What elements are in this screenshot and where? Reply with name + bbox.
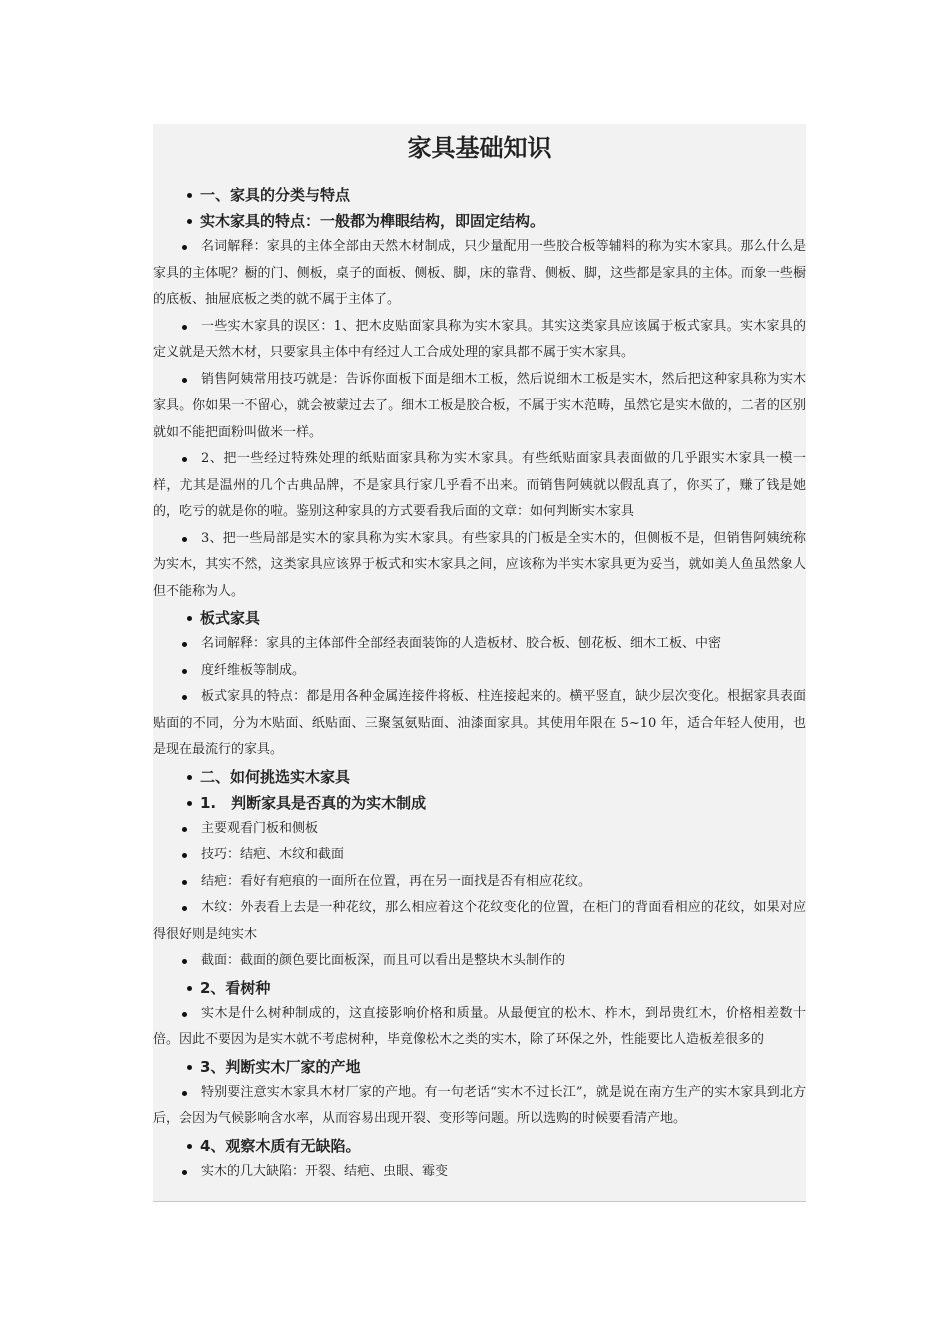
bullet-paragraph: 名词解释：家具的主体全部由天然木材制成，只少量配用一些胶合板等辅料的称为实木家具。那么什么是家具的主体呢？橱的门、侧板，桌子的面板、侧板、脚，床的靠背、侧板、脚，这些都是家具的主体。而象一些橱的底板、抽屉底板之类的就不属于主体了。 bbox=[153, 234, 806, 314]
bullet-paragraph: 板式家具的特点：都是用各种金属连接件将板、柱连接起来的。横平竖直，缺少层次变化。根据家具表面贴面的不同，分为木贴面、纸贴面、三聚氢氨贴面、油漆面家具。其使用年限在 5~10 年，适合年轻人使用，也是现在最流行的家具。 bbox=[153, 684, 806, 764]
section-heading-text: 实木家具的特点：一般都为榫眼结构，即固定结构。 bbox=[200, 212, 546, 230]
bullet-paragraph: 主要观看门板和侧板 bbox=[153, 816, 806, 843]
section-heading-text: 二、如何挑选实木家具 bbox=[200, 767, 351, 786]
section-heading bbox=[153, 790, 806, 816]
bullet-paragraph: 一些实木家具的误区：1、把木皮贴面家具称为实木家具。其实这类家具应该属于板式家具。实木家具的定义就是天然木材，只要家具主体中有经过人工合成处理的家具都不属于实木家具。 bbox=[153, 314, 806, 367]
section-heading-text: 1. 判断家具是否真的为实木制成 bbox=[200, 793, 427, 812]
document-title: 家具基础知识 bbox=[407, 134, 552, 162]
section-heading-text: 2、看树种 bbox=[200, 978, 271, 997]
bullet-paragraph: 度纤维板等制成。 bbox=[153, 658, 806, 685]
section-heading bbox=[153, 605, 806, 631]
document-page bbox=[153, 124, 806, 1202]
bullet-paragraph: 实木是什么树种制成的，这直接影响价格和质量。从最便宜的松木、柞木，到昂贵红木，价格相差数十倍。因此不要因为是实木就不考虑树种，毕竟像松木之类的实木，除了环保之外，性能要比人造板差很多的 bbox=[153, 1001, 806, 1054]
section-heading bbox=[153, 975, 806, 1001]
bullet-paragraph: 销售阿姨常用技巧就是：告诉你面板下面是细木工板，然后说细木工板是实木，然后把这种家具称为实木家具。你如果一不留心，就会被蒙过去了。细木工板是胶合板，不属于实木范畴，虽然它是实木做的，二者的区别就如不能把面粉叫做米一样。 bbox=[153, 367, 806, 447]
bullet-paragraph: 技巧：结疤、木纹和截面 bbox=[153, 842, 806, 869]
section-heading-text: 板式家具 bbox=[200, 609, 261, 627]
section-heading bbox=[153, 1054, 806, 1080]
section-heading bbox=[153, 1133, 806, 1159]
bullet-paragraph: 3、把一些局部是实木的家具称为实木家具。有些家具的门板是全实木的，但侧板不是，但销售阿姨统称为实木，其实不然，这类家具应该界于板式和实木家具之间，应该称为半实木家具更为妥当，就如美人鱼虽然象人但不能称为人。 bbox=[153, 526, 806, 606]
bullet-paragraph: 木纹：外表看上去是一种花纹，那么相应着这个花纹变化的位置，在柜门的背面看相应的花纹，如果对应得很好则是纯实木 bbox=[153, 895, 806, 948]
bullet-paragraph: 结疤：看好有疤痕的一面所在位置，再在另一面找是否有相应花纹。 bbox=[153, 869, 806, 896]
bullet-paragraph: 实木的几大缺陷：开裂、结疤、虫眼、霉变 bbox=[153, 1159, 806, 1186]
section-heading bbox=[153, 182, 806, 208]
bullet-paragraph: 2、把一些经过特殊处理的纸贴面家具称为实木家具。有些纸贴面家具表面做的几乎跟实木家具一模一样，尤其是温州的几个古典品牌，不是家具行家几乎看不出来。而销售阿姨就以假乱真了，你买了，赚了钱是她的，吃亏的就是你的啦。鉴别这种家具的方式要看我后面的文章：如何判断实木家具 bbox=[153, 446, 806, 526]
section-heading-text: 一、家具的分类与特点 bbox=[200, 186, 351, 204]
bullet-paragraph: 特别要注意实木家具木材厂家的产地。有一句老话“实木不过长江”，就是说在南方生产的实木家具到北方后，会因为气候影响含水率，从而容易出现开裂、变形等问题。所以选购的时候要看清产地。 bbox=[153, 1080, 806, 1133]
bullet-paragraph: 名词解释：家具的主体部件全部经表面装饰的人造板材、胶合板、刨花板、细木工板、中密 bbox=[153, 631, 806, 658]
section-heading bbox=[153, 764, 806, 790]
bullet-paragraph: 截面：截面的颜色要比面板深，而且可以看出是整块木头制作的 bbox=[153, 948, 806, 975]
section-heading bbox=[153, 208, 806, 234]
section-heading-text: 3、判断实木厂家的产地 bbox=[200, 1057, 361, 1076]
document-body bbox=[153, 182, 806, 1185]
section-heading-text: 4、观察木质有无缺陷。 bbox=[200, 1136, 361, 1155]
